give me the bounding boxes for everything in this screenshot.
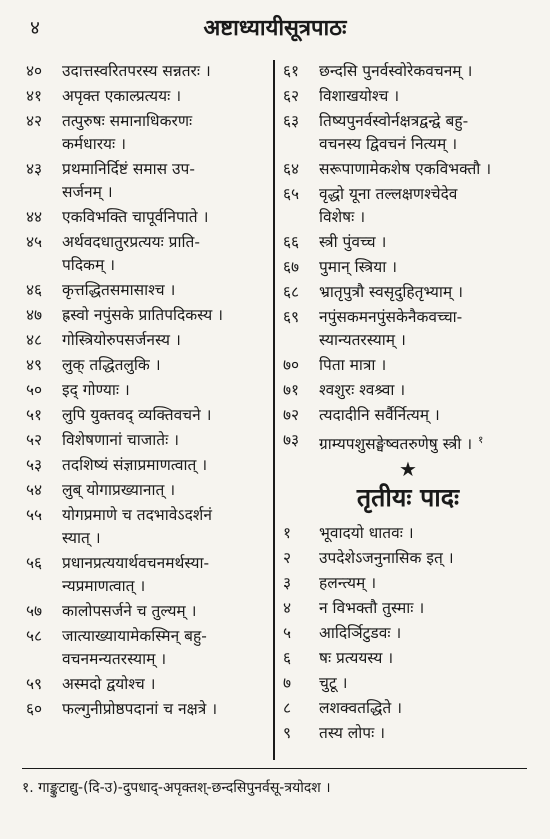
sutra-number: ८ bbox=[283, 699, 292, 718]
sutra-item bbox=[26, 404, 271, 427]
sutra-number: ४७ bbox=[26, 306, 43, 324]
sutra-text bbox=[319, 85, 533, 108]
sutra-line-text: त्यदादीनि सर्वैर्नित्यम् । bbox=[319, 406, 440, 424]
sutra-line-text: अपृक्त एकाल्प्रत्ययः । bbox=[62, 87, 182, 105]
sutra-item bbox=[283, 110, 533, 156]
sutra-item bbox=[283, 158, 533, 181]
sutra-number: ४८ bbox=[26, 331, 43, 349]
sutra-item bbox=[26, 279, 271, 302]
sutra-line-text: हलन्त्यम् । bbox=[319, 574, 377, 593]
sutra-line bbox=[62, 527, 271, 550]
sutra-text bbox=[319, 231, 533, 254]
left-column bbox=[26, 60, 271, 723]
sutra-item bbox=[26, 354, 271, 377]
sutra-text bbox=[319, 354, 533, 377]
sutra-line-text: तदशिष्यं संज्ञाप्रमाणत्वात् । bbox=[62, 456, 208, 474]
sutra-number: ४३ bbox=[26, 160, 43, 178]
sutra-line bbox=[319, 622, 533, 645]
sutra-text bbox=[319, 622, 533, 645]
sutra-text bbox=[62, 231, 271, 277]
sutra-text bbox=[319, 547, 533, 570]
sutra-item bbox=[26, 600, 271, 623]
sutra-item bbox=[26, 625, 271, 671]
sutra-line bbox=[62, 279, 271, 302]
sutra-line-text: पदिकम् । bbox=[62, 256, 116, 274]
sutra-line-text: विशेषः । bbox=[319, 208, 366, 226]
sutra-line-text: उपदेशेऽजनुनासिक इत् । bbox=[319, 549, 454, 568]
sutra-text bbox=[62, 454, 271, 477]
sutra-text bbox=[62, 404, 271, 427]
sutra-line-text: पुमान् स्त्रिया । bbox=[319, 258, 398, 276]
sutra-text bbox=[62, 354, 271, 377]
sutra-line bbox=[319, 522, 533, 545]
sutra-text bbox=[62, 625, 271, 671]
sutra-line-text: वचनमन्यतरस्याम् । bbox=[62, 650, 167, 668]
sutra-line bbox=[319, 231, 533, 254]
sutra-line bbox=[319, 133, 533, 156]
sutra-line bbox=[62, 133, 271, 156]
sutra-line bbox=[62, 673, 271, 696]
sutra-item bbox=[283, 281, 533, 304]
sutra-line-text: फल्गुनीप्रोष्ठपदानां च नक्षत्रे । bbox=[62, 700, 218, 718]
sutra-number: ७० bbox=[283, 356, 300, 374]
sutra-text bbox=[319, 522, 533, 545]
sutra-text bbox=[62, 552, 271, 598]
sutra-line-text: प्रथमानिर्दिष्टं समास उप- bbox=[62, 160, 195, 178]
sutra-text bbox=[62, 329, 271, 352]
sutra-number: ६९ bbox=[283, 308, 300, 326]
sutra-line-text: इद् गोण्याः । bbox=[62, 381, 130, 399]
sutra-line bbox=[62, 254, 271, 277]
sutra-line-text: सरूपाणामेकशेष एकविभक्तौ । bbox=[319, 160, 492, 178]
sutra-line-text: गोस्त्रियोरुपसर्जनस्य । bbox=[62, 331, 181, 349]
sutra-text bbox=[62, 698, 271, 721]
page-number: ४ bbox=[30, 17, 40, 39]
footnote: १. गाङ्कुटाद्यु-(दि-उ)-दुपधाद्-अपृक्तश्-छन्दसिपुनर्वसू-त्रयोदश । bbox=[22, 780, 331, 796]
sutra-text bbox=[62, 379, 271, 402]
sutra-line bbox=[319, 547, 533, 570]
sutra-line-text: ह्रस्वो नपुंसके प्रातिपदिकस्य । bbox=[62, 306, 223, 324]
sutra-number: ७१ bbox=[283, 381, 300, 399]
sutra-line-text: तिष्यपुनर्वस्वोर्नक्षत्रद्वन्द्वे बहु- bbox=[319, 112, 469, 130]
sutra-text bbox=[62, 158, 271, 204]
sutra-line-text: एकविभक्ति चापूर्वनिपाते । bbox=[62, 208, 209, 226]
star-ornament: ★ bbox=[399, 457, 417, 482]
sutra-line-text: स्यान्यतरस्याम् । bbox=[319, 331, 406, 349]
sutra-number: ४९ bbox=[26, 356, 43, 374]
sutra-line-text: आदिर्ञिटुडवः । bbox=[319, 624, 402, 643]
sutra-item bbox=[26, 504, 271, 550]
sutra-text bbox=[319, 306, 533, 352]
sutra-item bbox=[26, 552, 271, 598]
sutra-number: ६१ bbox=[283, 62, 300, 80]
sutra-line bbox=[319, 572, 533, 595]
sutra-number: २ bbox=[283, 549, 292, 568]
sutra-line bbox=[319, 110, 533, 133]
sutra-line bbox=[62, 625, 271, 648]
sutra-line bbox=[62, 454, 271, 477]
sutra-line-text: अस्मदो द्वयोश्च । bbox=[62, 675, 156, 693]
sutra-line-text: न विभक्तौ तुस्माः । bbox=[319, 599, 425, 618]
sutra-line bbox=[319, 722, 533, 745]
sutra-text bbox=[319, 404, 533, 427]
sutra-number: ५८ bbox=[26, 627, 43, 645]
sutra-item bbox=[283, 379, 533, 402]
sutra-line bbox=[319, 281, 533, 304]
sutra-item bbox=[283, 85, 533, 108]
sutra-number: ६० bbox=[26, 700, 43, 718]
sutra-number: ६७ bbox=[283, 258, 300, 276]
sutra-item bbox=[283, 622, 533, 645]
sutra-line bbox=[319, 697, 533, 720]
sutra-line bbox=[62, 181, 271, 204]
sutra-number: ४५ bbox=[26, 233, 43, 251]
sutra-line bbox=[62, 648, 271, 671]
sutra-item bbox=[26, 454, 271, 477]
sutra-line-text: लुब् योगाप्रख्यानात् । bbox=[62, 481, 176, 499]
sutra-line-text: न्यप्रमाणत्वात् । bbox=[62, 577, 146, 595]
sutra-number: ४२ bbox=[26, 112, 43, 130]
sutra-line-text: सर्जनम् । bbox=[62, 183, 113, 201]
sutra-number: ४० bbox=[26, 62, 43, 80]
sutra-line bbox=[62, 85, 271, 108]
sutra-number: १ bbox=[283, 524, 292, 543]
sutra-number: ६४ bbox=[283, 160, 300, 178]
page-header bbox=[0, 10, 550, 46]
section-sutra-list bbox=[283, 522, 533, 745]
sutra-number: ६५ bbox=[283, 185, 300, 203]
sutra-number: ५४ bbox=[26, 481, 43, 499]
sutra-line-text: चुटू । bbox=[319, 674, 348, 693]
sutra-line-text: योगप्रमाणे च तदभावेऽदर्शनं bbox=[62, 506, 212, 524]
sutra-line-text: ग्राम्यपशुसङ्घेष्वतरुणेषु स्त्री । bbox=[319, 435, 473, 454]
section-title: तृतीयः पादः bbox=[356, 483, 460, 513]
sutra-line bbox=[62, 504, 271, 527]
sutra-item bbox=[283, 647, 533, 670]
sutra-number: ४ bbox=[283, 599, 292, 618]
sutra-item bbox=[283, 306, 533, 352]
sutra-text bbox=[319, 429, 533, 456]
sutra-line-text: विशाखयोश्च । bbox=[319, 87, 400, 105]
sutra-line bbox=[62, 404, 271, 427]
sutra-text bbox=[62, 600, 271, 623]
sutra-line-text: प्रधानप्रत्ययार्थवचनमर्थस्या- bbox=[62, 554, 210, 572]
sutra-text bbox=[62, 479, 271, 502]
sutra-item bbox=[283, 60, 533, 83]
sutra-item bbox=[283, 572, 533, 595]
footnote-divider bbox=[22, 768, 527, 769]
sutra-item bbox=[26, 85, 271, 108]
sutra-text bbox=[62, 206, 271, 229]
sutra-line bbox=[319, 672, 533, 695]
sutra-item bbox=[26, 479, 271, 502]
column-divider bbox=[273, 60, 275, 760]
sutra-item bbox=[283, 547, 533, 570]
sutra-item bbox=[26, 429, 271, 452]
sutra-item bbox=[26, 60, 271, 83]
sutra-number: ५ bbox=[283, 624, 292, 643]
sutra-line-text: स्त्री पुंवच्च । bbox=[319, 233, 387, 251]
right-column bbox=[283, 60, 533, 747]
sutra-item bbox=[283, 354, 533, 377]
sutra-line bbox=[319, 354, 533, 377]
sutra-line-text: विशेषणानां चाजातेः । bbox=[62, 431, 180, 449]
sutra-text bbox=[319, 597, 533, 620]
sutra-line-text: स्यात् । bbox=[62, 529, 101, 547]
sutra-text bbox=[62, 504, 271, 550]
sutra-line-text: लुपि युक्तवद् व्यक्तिवचने । bbox=[62, 406, 212, 424]
sutra-line-text: अर्थवदधातुरप्रत्ययः प्राति- bbox=[62, 233, 200, 251]
sutra-number: ५९ bbox=[26, 675, 43, 693]
sutra-line bbox=[62, 379, 271, 402]
sutra-line bbox=[62, 304, 271, 327]
sutra-line-text: तस्य लोपः । bbox=[319, 724, 386, 743]
sutra-line bbox=[62, 600, 271, 623]
sutra-item bbox=[283, 256, 533, 279]
sutra-number: ६२ bbox=[283, 87, 300, 105]
sutra-line bbox=[62, 479, 271, 502]
sutra-line-text: नपुंसकमनपुंसकेनैकवच्चा- bbox=[319, 308, 463, 326]
sutra-item bbox=[26, 304, 271, 327]
sutra-line-text: षः प्रत्ययस्य । bbox=[319, 649, 394, 668]
sutra-text bbox=[319, 722, 533, 745]
sutra-item bbox=[283, 183, 533, 229]
sutra-item bbox=[283, 231, 533, 254]
sutra-item bbox=[283, 597, 533, 620]
sutra-line bbox=[319, 429, 533, 456]
sutra-line bbox=[62, 60, 271, 83]
sutra-line-text: श्वशुरः श्वश्र्वा । bbox=[319, 381, 406, 399]
page-title: अष्टाध्यायीसूत्रपाठः bbox=[203, 16, 347, 41]
sutra-line-text: भ्रातृपुत्रौ स्वसृदुहितृभ्याम् । bbox=[319, 283, 464, 301]
sutra-line bbox=[319, 306, 533, 329]
sutra-item bbox=[26, 231, 271, 277]
sutra-line bbox=[62, 552, 271, 575]
sutra-number: ४६ bbox=[26, 281, 43, 299]
sutra-item bbox=[283, 429, 533, 456]
sutra-line-text: छन्दसि पुनर्वस्वोरेकवचनम् । bbox=[319, 62, 473, 80]
sutra-text bbox=[319, 110, 533, 156]
sutra-line-text: लशक्वतद्धिते । bbox=[319, 699, 402, 718]
sutra-text bbox=[319, 672, 533, 695]
sutra-line bbox=[319, 206, 533, 229]
sutra-number: ७३ bbox=[283, 431, 300, 449]
sutra-line bbox=[319, 256, 533, 279]
sutra-item bbox=[26, 379, 271, 402]
sutra-line-text: कालोपसर्जने च तुल्यम् । bbox=[62, 602, 197, 620]
sutra-line-text: कर्मधारयः । bbox=[62, 135, 126, 153]
sutra-text bbox=[319, 281, 533, 304]
sutra-line bbox=[319, 379, 533, 402]
sutra-line bbox=[62, 354, 271, 377]
sutra-item bbox=[26, 673, 271, 696]
sutra-item bbox=[26, 158, 271, 204]
sutra-line-text: भूवादयो धातवः । bbox=[319, 524, 414, 543]
sutra-line bbox=[62, 575, 271, 598]
sutra-number: ६८ bbox=[283, 283, 300, 301]
sutra-text bbox=[319, 60, 533, 83]
sutra-line bbox=[319, 183, 533, 206]
sutra-number: ५१ bbox=[26, 406, 43, 424]
sutra-number: ६ bbox=[283, 649, 292, 668]
sutra-line bbox=[319, 329, 533, 352]
sutra-text bbox=[62, 304, 271, 327]
sutra-text bbox=[319, 572, 533, 595]
sutra-text bbox=[62, 85, 271, 108]
sutra-number: ४१ bbox=[26, 87, 43, 105]
sutra-item bbox=[283, 672, 533, 695]
sutra-line-text: तत्पुरुषः समानाधिकरणः bbox=[62, 112, 193, 130]
sutra-line bbox=[319, 85, 533, 108]
sutra-line-text: लुक् तद्धितलुकि । bbox=[62, 356, 161, 374]
sutra-item bbox=[26, 206, 271, 229]
sutra-number: ६३ bbox=[283, 112, 300, 130]
sutra-number: ५० bbox=[26, 381, 43, 399]
sutra-number: ५३ bbox=[26, 456, 43, 474]
sutra-line bbox=[62, 158, 271, 181]
sutra-line-text: कृत्तद्धितसमासाश्च । bbox=[62, 281, 176, 299]
sutra-number: ७ bbox=[283, 674, 292, 693]
sutra-line-text: वृद्धो यूना तल्लक्षणश्चेदेव bbox=[319, 185, 458, 203]
footnote-marker: १ bbox=[478, 435, 484, 446]
sutra-number: ७२ bbox=[283, 406, 300, 424]
sutra-line bbox=[62, 206, 271, 229]
sutra-line bbox=[62, 329, 271, 352]
sutra-number: ४४ bbox=[26, 208, 43, 226]
sutra-text bbox=[319, 256, 533, 279]
sutra-line bbox=[319, 158, 533, 181]
sutra-item bbox=[283, 697, 533, 720]
sutra-line bbox=[62, 231, 271, 254]
sutra-text bbox=[62, 60, 271, 83]
sutra-text bbox=[319, 379, 533, 402]
sutra-line bbox=[319, 60, 533, 83]
sutra-number: ५२ bbox=[26, 431, 43, 449]
sutra-line-text: जात्याख्यायामेकस्मिन् बहु- bbox=[62, 627, 207, 645]
sutra-item bbox=[26, 110, 271, 156]
right-sutra-list bbox=[283, 60, 533, 456]
sutra-text bbox=[62, 673, 271, 696]
sutra-text bbox=[62, 110, 271, 156]
sutra-line bbox=[62, 429, 271, 452]
sutra-item bbox=[283, 404, 533, 427]
sutra-number: ६६ bbox=[283, 233, 300, 251]
sutra-line bbox=[62, 110, 271, 133]
sutra-item bbox=[26, 698, 271, 721]
sutra-line bbox=[319, 597, 533, 620]
sutra-text bbox=[319, 697, 533, 720]
sutra-text bbox=[62, 279, 271, 302]
sutra-text bbox=[319, 647, 533, 670]
sutra-number: ५५ bbox=[26, 506, 43, 524]
sutra-number: ५६ bbox=[26, 554, 43, 572]
sutra-number: ३ bbox=[283, 574, 292, 593]
sutra-text bbox=[62, 429, 271, 452]
sutra-item bbox=[283, 722, 533, 745]
sutra-line bbox=[319, 404, 533, 427]
sutra-line bbox=[62, 698, 271, 721]
sutra-item bbox=[26, 329, 271, 352]
sutra-line-text: वचनस्य द्विवचनं नित्यम् । bbox=[319, 135, 458, 153]
sutra-line-text: उदात्तस्वरितपरस्य सन्नतरः । bbox=[62, 62, 211, 80]
sutra-text bbox=[319, 158, 533, 181]
sutra-line bbox=[319, 647, 533, 670]
sutra-item bbox=[283, 522, 533, 545]
sutra-number: ९ bbox=[283, 724, 292, 743]
sutra-line-text: पिता मात्रा । bbox=[319, 356, 387, 374]
sutra-text bbox=[319, 183, 533, 229]
sutra-number: ५७ bbox=[26, 602, 43, 620]
